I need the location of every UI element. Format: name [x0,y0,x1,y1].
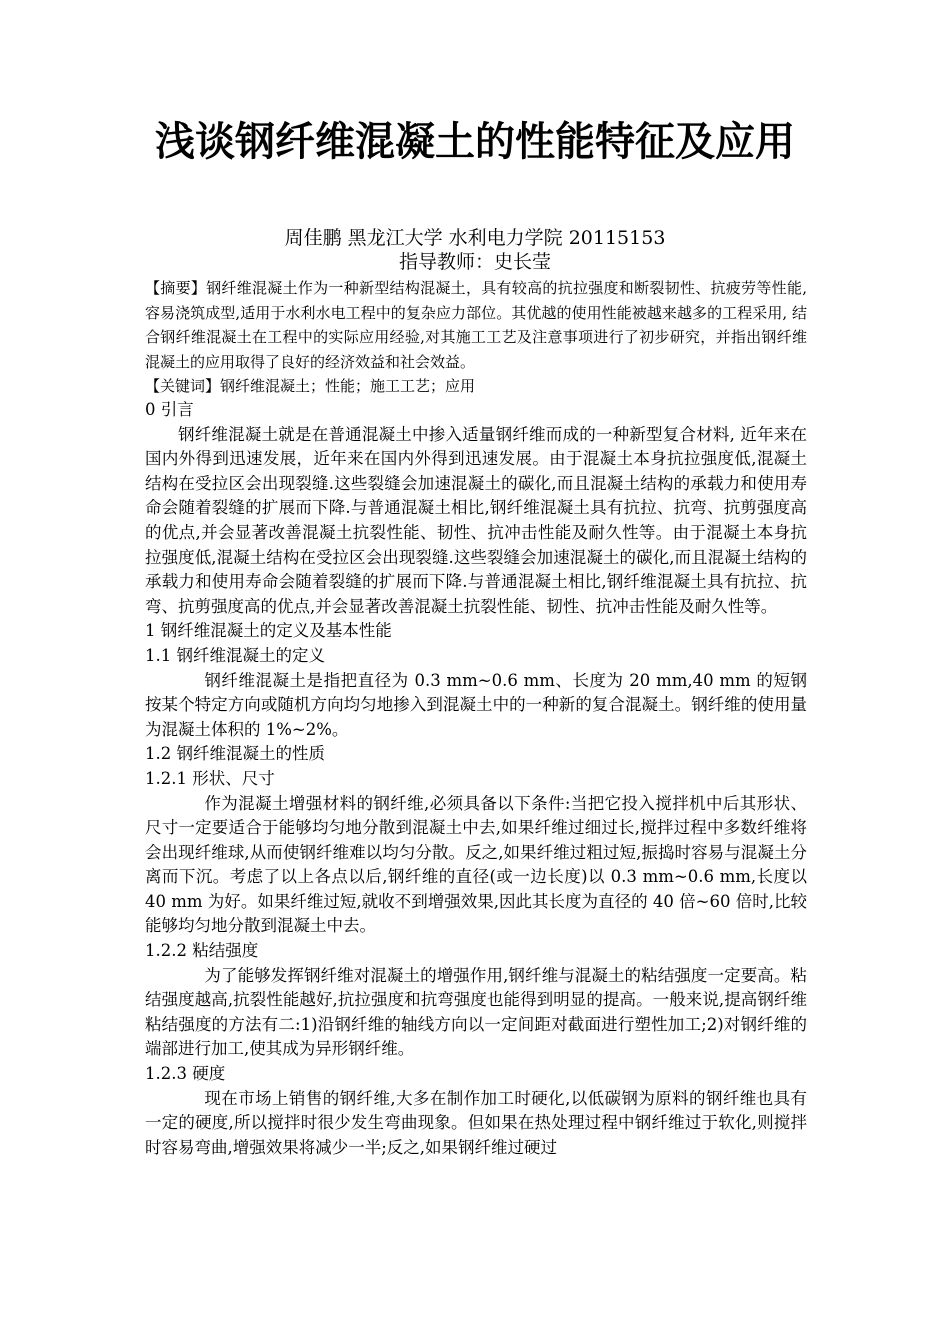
paper-title: 浅谈钢纤维混凝土的性能特征及应用 [155,119,795,165]
section-heading-1: 1 钢纤维混凝土的定义及基本性能 [145,621,392,641]
paragraph-1-1: 钢纤维混凝土是指把直径为 0.3 mm~0.6 mm、长度为 20 mm,40 mm 的短钢按某个特定方向或随机方向均匀地掺入到混凝土中的一种新的复合混凝土。钢纤维的使用量为混凝土体积的 1%~2%。 [145,670,807,739]
section-heading-1-1: 1.1 钢纤维混凝土的定义 [145,645,325,665]
section-heading-1-2-2: 1.2.2 粘结强度 [145,941,259,961]
advisor-line: 指导教师：史长莹 [398,251,551,273]
paragraph-1-2-2: 为了能够发挥钢纤维对混凝土的增强作用,钢纤维与混凝土的粘结强度一定要高。粘结强度越高,抗裂性能越好,抗拉强度和抗弯强度也能得到明显的提高。一般来说,提高钢纤维粘结强度的方法有二:1)沿钢纤维的轴线方向以一定间距对截面进行塑性加工;2)对钢纤维的端部进行加工,使其成为异形钢纤维。 [145,965,807,1059]
paper-body [145,398,807,1160]
paragraph-1-2-3: 现在市场上销售的钢纤维,大多在制作加工时硬化,以低碳钢为原料的钢纤维也具有一定的硬度,所以搅拌时很少发生弯曲现象。但如果在热处理过程中钢纤维过于软化,则搅拌时容易弯曲,增强效果将减少一半;反之,如果钢纤维过硬过 [145,1088,807,1157]
section-heading-1-2-1: 1.2.1 形状、尺寸 [145,768,275,788]
author-line: 周佳鹏 黑龙江大学 水利电力学院 20115153 [284,227,666,249]
keywords: 【关键词】钢纤维混凝土；性能；施工工艺；应用 [145,377,476,395]
intro-paragraph: 钢纤维混凝土就是在普通混凝土中掺入适量钢纤维而成的一种新型复合材料, 近年来在国内外得到迅速发展，近年来在国内外得到迅速发展。由于混凝土本身抗拉强度低,混凝土结构在受拉区会出现裂缝.这些裂缝会加速混凝土的碳化,而且混凝土结构的承载力和使用寿命会随着裂缝的扩展而下降.与普通混凝土相比,钢纤维混凝土具有抗拉、抗弯、抗剪强度高的优点,并会显著改善混凝土抗裂性能、韧性、抗冲击性能及耐久性等。由于混凝土本身抗拉强度低,混凝土结构在受拉区会出现裂缝.这些裂缝会加速混凝土的碳化,而且混凝土结构的承载力和使用寿命会随着裂缝的扩展而下降.与普通混凝土相比,钢纤维混凝土具有抗拉、抗弯、抗剪强度高的优点,并会显著改善混凝土抗裂性能、韧性、抗冲击性能及耐久性等。 [145,424,807,616]
section-heading-1-2: 1.2 钢纤维混凝土的性质 [145,744,325,764]
section-heading-1-2-3: 1.2.3 硬度 [145,1064,226,1084]
abstract: 【摘要】钢纤维混凝土作为一种新型结构混凝土，具有较高的抗拉强度和断裂韧性、抗疲劳等性能,容易浇筑成型,适用于水利水电工程中的复杂应力部位。其优越的使用性能被越来越多的工程采用, 结合钢纤维混凝土在工程中的实际应用经验,对其施工工艺及注意事项进行了初步研究，并指出钢纤维混凝土的应用取得了良好的经济效益和社会效益。 [145,279,807,371]
paragraph-1-2-1: 作为混凝土增强材料的钢纤维,必须具备以下条件:当把它投入搅拌机中后其形状、尺寸一定要适合于能够均匀地分散到混凝土中去,如果纤维过细过长,搅拌过程中多数纤维将会出现纤维球,从而使钢纤维难以均匀分散。反之,如果纤维过粗过短,振捣时容易与混凝土分离而下沉。考虑了以上各点以后,钢纤维的直径(或一边长度)以 0.3 mm~0.6 mm,长度以 40 mm 为好。如果纤维过短,就收不到增强效果,因此其长度为直径的 40 倍~60 倍时,比较能够均匀地分散到混凝土中去。 [145,793,807,936]
section-heading-intro: 0 引言 [145,400,194,419]
